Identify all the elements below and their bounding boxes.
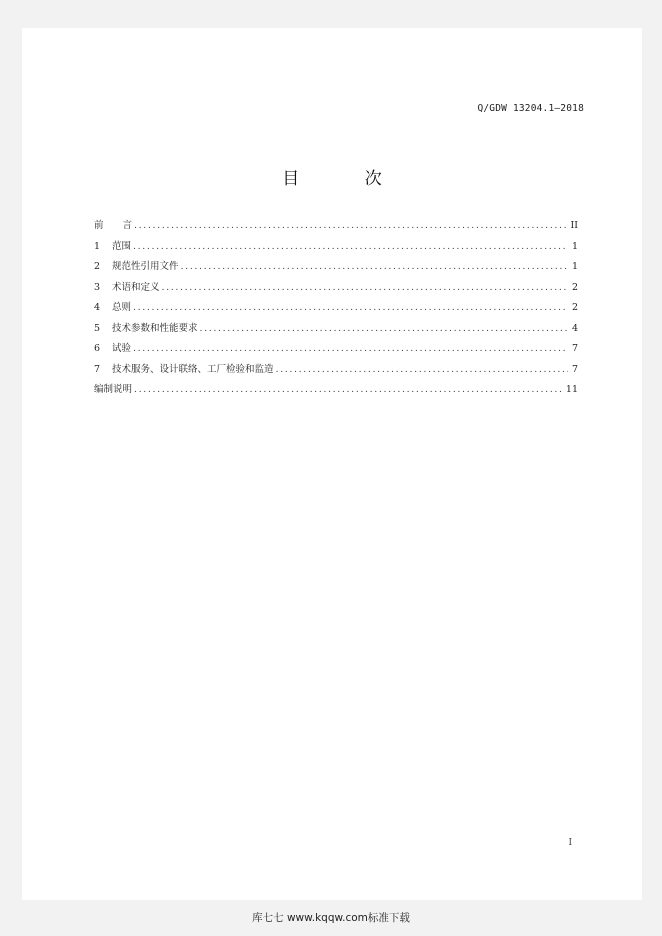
toc-entry-label: 术语和定义: [112, 281, 160, 293]
toc-entry-number: 4: [94, 302, 101, 313]
toc-entry-label: 技术参数和性能要求: [112, 322, 198, 334]
toc-entry-page: 1: [571, 240, 578, 252]
toc-entry-number: 1: [94, 240, 101, 252]
toc-entry-page: II: [570, 220, 578, 231]
toc-entry-label: 试验: [112, 343, 132, 354]
toc-entry[interactable]: [94, 238, 578, 259]
toc-entry-number: 3: [94, 281, 101, 293]
page-number: I: [568, 838, 572, 848]
toc-entry-label: 总则: [112, 302, 132, 313]
toc-leader-dots: [133, 343, 568, 354]
toc-entry-page: 2: [571, 302, 578, 313]
document-page: [22, 28, 642, 900]
toc-entry-page: 1: [571, 261, 578, 272]
toc-entry-page: 4: [571, 322, 578, 334]
toc-leader-dots: [133, 241, 568, 252]
toc-leader-dots: [133, 302, 568, 313]
toc-entry-label: 前 言: [94, 220, 133, 231]
toc-leader-dots: [162, 282, 568, 293]
table-of-contents: [94, 217, 578, 402]
standard-code: Q/GDW 13204.1—2018: [477, 103, 584, 114]
toc-leader-dots: [200, 323, 568, 334]
footer-watermark-text: 库七七 www.kqqw.com标准下载: [252, 912, 410, 924]
toc-entry-page: 2: [571, 281, 578, 293]
toc-entry[interactable]: [94, 279, 578, 300]
toc-entry[interactable]: [94, 258, 578, 279]
toc-entry[interactable]: [94, 361, 578, 382]
toc-entry-page: 7: [571, 343, 578, 354]
toc-entry-page: 11: [565, 384, 578, 395]
toc-leader-dots: [276, 364, 568, 375]
page-title: 目 次: [282, 169, 412, 189]
toc-entry[interactable]: [94, 340, 578, 361]
toc-entry-number: 6: [94, 343, 101, 354]
toc-leader-dots: [134, 220, 568, 231]
toc-entry[interactable]: [94, 299, 578, 320]
toc-entry-number: 2: [94, 261, 101, 272]
toc-leader-dots: [181, 261, 568, 272]
toc-entry-label: 技术服务、设计联络、工厂检验和监造: [112, 363, 274, 375]
toc-entry-page: 7: [571, 363, 578, 375]
toc-entry[interactable]: [94, 381, 578, 402]
toc-entry[interactable]: [94, 320, 578, 341]
toc-entry-label: 编制说明: [94, 384, 133, 395]
toc-entry-number: 5: [94, 322, 101, 334]
toc-entry-number: 7: [94, 363, 101, 375]
toc-leader-dots: [134, 384, 564, 395]
toc-entry[interactable]: [94, 217, 578, 238]
toc-entry-label: 规范性引用文件: [112, 261, 179, 272]
toc-entry-label: 范围: [112, 240, 132, 252]
